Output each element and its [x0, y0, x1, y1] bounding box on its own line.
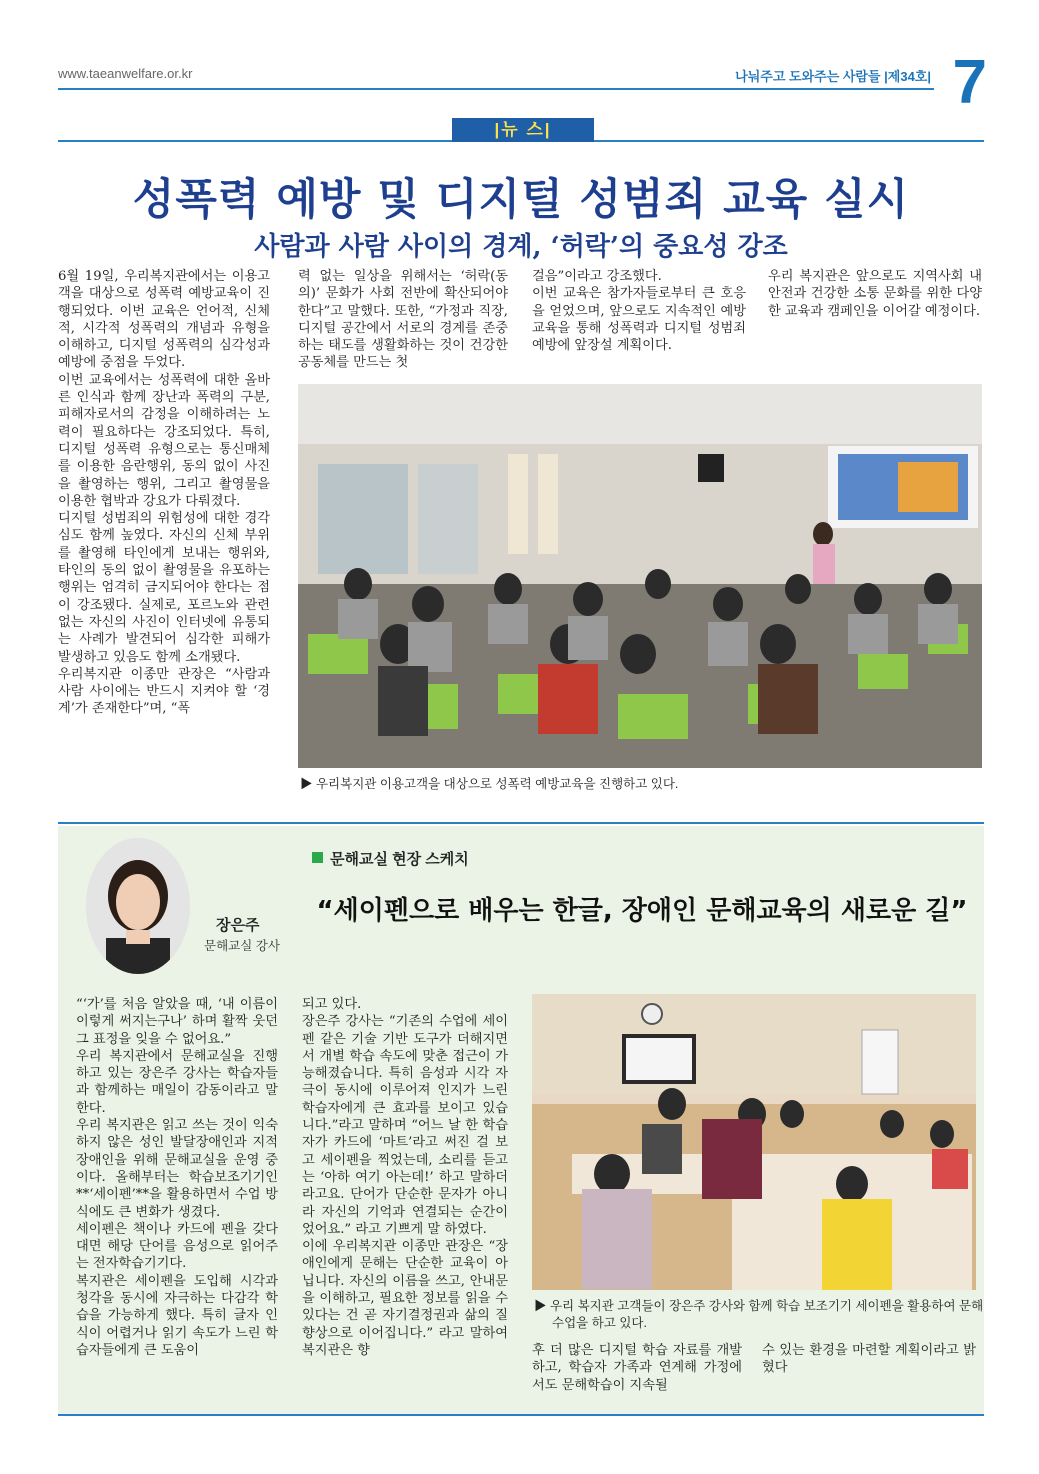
- literacy-class-photo: [532, 994, 976, 1290]
- news-section-label: |뉴 스|: [452, 118, 594, 142]
- author-role: 문해교실 강사: [204, 939, 280, 953]
- article-headline: 성폭력 예방 및 디지털 성범죄 교육 실시: [132, 175, 910, 225]
- article1-column-4: 우리 복지관은 앞으로도 지역사회 내 안전과 건강한 소통 문화를 위한 다양한 교육과 캠페인을 이어갈 예정이다.: [768, 269, 982, 319]
- header-rule: [58, 88, 934, 90]
- lecture-photo-caption: ▶ 우리복지관 이용고객을 대상으로 성폭력 예방교육을 진행하고 있다.: [300, 777, 679, 791]
- article1-column-2: 력 없는 일상을 위해서는 ‘허락(동의)’ 문화가 사회 전반에 확산되어야 한다”고 말했다. 또한, “가정과 직장, 디지털 공간에서 서로의 경계를 존중하는 태도를 생활화하는 것이 건강한 공동체를 만드는 첫: [298, 269, 508, 371]
- literacy-photo-caption-line-2: 수업을 하고 있다.: [552, 1316, 647, 1330]
- literacy-photo-caption-line-1: ▶ 우리 복지관 고객들이 장은주 강사와 함께 학습 보조기기 세이펜을 활용하여 문해: [534, 1299, 984, 1313]
- bottom-rule: [58, 1414, 984, 1416]
- article2-column-4: 수 있는 환경을 마련할 계획이라고 밝혔다: [762, 1343, 976, 1376]
- article1-column-3: 걸음”이라고 강조했다. 이번 교육은 참가자들로부터 큰 호응을 얻었으며, 앞으로도 지속적인 예방교육을 통해 성폭력과 디지털 성범죄 예방에 앞장설 계획이다.: [532, 269, 746, 354]
- section-square-icon: [312, 852, 323, 863]
- lecture-photo: [298, 384, 982, 768]
- site-url: www.taeanwelfare.or.kr: [58, 66, 193, 81]
- article-divider: [58, 822, 984, 824]
- literacy-article-title: “세이펜으로 배우는 한글, 장애인 문해교육의 새로운 길”: [316, 896, 968, 926]
- author-photo: [86, 838, 190, 974]
- page-number: 7: [952, 48, 987, 117]
- author-name: 장은주: [216, 916, 260, 934]
- article1-column-1: 6월 19일, 우리복지관에서는 이용고객을 대상으로 성폭력 예방교육이 진행되었다. 이번 교육은 언어적, 신체적, 시각적 성폭력의 개념과 유형을 이해하고, 디지털 성폭력의 심각성과 예방에 중점을 두었다. 이번 교육에서는 성폭력에 대한 올바른 인식과 함께 장난과 폭력의 구분, 피해자로서의 감정을 이해하려는 노력이 필요하다는 강조되었다. 특히, 디지털 성폭력 유형으로는 통신매체를 이용한 음란행위, 동의 없이 사진을 촬영하는 행위, 그리고 촬영물을 이용한 협박과 강요가 다뤄졌다. 디지털 성범죄의 위험성에 대한 경각심도 함께 높였다. 자신의 신체 부위를 촬영해 타인에게 보내는 행위와, 타인의 동의 없이 촬영물을 유포하는 행위는 엄격히 금지되어야 한다는 점이 강조됐다. 실제로, 포르노와 관련 없는 자신의 사진이 인터넷에 유통되는 사례가 발견되어 심각한 피해가 발생하고 있음도 함께 소개됐다. 우리복지관 이종만 관장은 “사람과 사람 사이에는 반드시 지켜야 할 ‘경계’가 존재한다”며, “폭: [58, 269, 270, 717]
- issue-tagline: 나눠주고 도와주는 사람들 |제34호|: [735, 69, 931, 84]
- literacy-section-title: 문해교실 현장 스케치: [330, 851, 469, 868]
- article-subheadline: 사람과 사람 사이의 경계, ‘허락’의 중요성 강조: [254, 232, 788, 262]
- article2-column-1: “‘가’를 처음 알았을 때, ‘내 이름이 이렇게 써지는구나’ 하며 활짝 웃던 그 표정을 잊을 수 없어요.” 우리 복지관에서 문해교실을 진행하고 있는 장은주 강사는 학습자들과 함께하는 매일이 감동이라고 말한다. 우리 복지관은 읽고 쓰는 것이 익숙하지 않은 성인 발달장애인과 지적장애인을 위해 문해교실을 운영 중이다. 올해부터는 학습보조기기인 **‘세이펜’**을 활용하면서 수업 방식에도 큰 변화가 생겼다. 세이펜은 책이나 카드에 펜을 갖다 대면 해당 단어를 음성으로 읽어주는 전자학습기기다. 복지관은 세이펜을 도입해 시각과 청각을 동시에 자극하는 다감각 학습을 가능하게 했다. 특히 글자 인식이 어렵거나 읽기 속도가 느린 학습자들에게 큰 도움이: [76, 997, 278, 1358]
- article2-column-3: 후 더 많은 디지털 학습 자료를 개발하고, 학습자 가족과 연계해 가정에서도 문해학습이 지속될: [532, 1343, 742, 1393]
- article2-column-2: 되고 있다. 장은주 강사는 “기존의 수업에 세이펜 같은 기술 기반 도구가 더해지면서 개별 학습 속도에 맞춘 접근이 가능해졌습니다. 특히 음성과 시각 자극이 동시에 이루어져 인지가 느린 학습자에게 큰 효과를 보이고 있습니다.”라고 말하며 “어느 날 한 학습자가 카드에 ‘마트’라고 써진 걸 보고 세이펜을 찍었는데, 소리를 듣고는 ‘아하 여기 아는데!’ 하고 말하더라고요. 단어가 단순한 문자가 아니라 자신의 기억과 연결되는 순간이었어요.” 라고 기쁘게 말 하였다. 이에 우리복지관 이종만 관장은 “장애인에게 문해는 단순한 교육이 아닙니다. 자신의 이름을 쓰고, 안내문을 이해하고, 필요한 정보를 읽을 수 있다는 건 곧 자기결정권과 삶의 질 향상으로 이어집니다.” 라고 말하여 복지관은 향: [302, 997, 508, 1358]
